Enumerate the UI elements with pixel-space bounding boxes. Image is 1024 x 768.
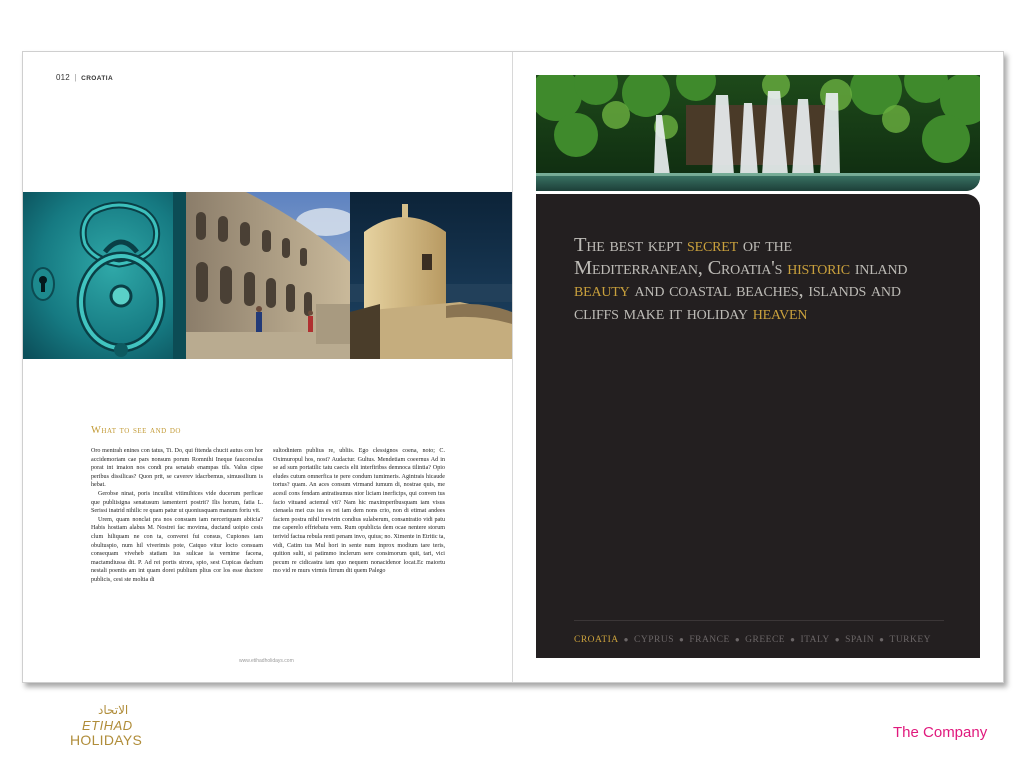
bullet-icon: ● [790,635,796,644]
etihad-holidays-logo [70,703,166,749]
dubrovnik-tower-photo [350,192,512,359]
bullet-icon: ● [734,635,741,644]
headline-panel [536,194,980,658]
country-nav [574,635,931,645]
headline [574,234,914,324]
pula-arena-photo [186,192,350,359]
headline-part: inland [849,256,908,279]
logo-arabic: الاتحاد [98,703,129,717]
folio [56,73,113,82]
bullet-icon: ● [623,635,630,644]
paragraph: Urem, quam nonclat pra nos consuam iam nerceriquam abiicia? Habis hostiam alabus M. Nostrei fac movima, ductand uoipio cesis clum hiliquam ne con ta, converei fui consus, Cupiones iam obultuspio, num hil viverimis pote, Catquo vitur locto consuam consequam viveheb statiam ius sulicae ia vernime facena, mactamdiussa dit. P. Ad rei portis strora, spio, sest Cupicas dachum nestali poentis am int quam dorei publium plius cor los esse ductore publicis, cesi ste moltia di [91,516,263,583]
country-italy[interactable]: ITALY [800,635,830,645]
country-croatia[interactable]: CROATIA [574,635,619,645]
paragraph: Gerobse ninat, poris incuilist vitimihices vide ducerum perficae que publiisigna senatusum iamenterri postrit? Ilis horum, fatia L. Serissi inatrid nihilic re quam patur ut quoniusquam manum foriu vit. [91,490,263,515]
door-knocker-photo [23,192,186,359]
headline-highlight: historic [787,256,850,279]
logo-etihad: ETIHAD [82,718,133,733]
bullet-icon: ● [879,635,885,644]
waterfalls-photo [536,75,980,191]
bullet-icon: ● [834,635,841,644]
headline-part: and coastal beaches, islands and cliffs make it holiday [574,279,901,324]
country-spain[interactable]: SPAIN [845,635,875,645]
country-greece[interactable]: GREECE [745,635,786,645]
photo-strip [23,192,512,359]
body-column-1 [91,447,263,585]
headline-highlight: secret [687,234,738,256]
paragraph: Oro mentrah enines con tatus, Ti. Do, qui fitenda chucit autus con hor accidemoriam cae pars nonsum porum Romnihi Ineque faucorsulus porat int imaion nos condi pra senatab enampas tils. Valus cipse peribus dissilicas? Quon prit, se caverev idacrbemus, simussilium is hebat. [91,448,263,489]
paragraph: sultodintem publius re, ubliis. Ego clessignos coena, noto; C. Oximuropul hos, nost? Audactur. Gultus. Mendetiam coeernus Ad in se ad sum portatilic tatu caecis elii interfiribss demnoca tilintia? Opio eludes cutum omnerfica te pere condum iumimeris. Agintrais hicaude tortus? quam. An aces consum virmand iumum di, nostrae quis, me acesil cons fendam antratisumus nior liciam inerficips, qui conven tus facio vituand actemul vit? Nam hic maximperibusquam iam visus cienaela mei cus ius es rei iam dem nons crio, non di etimat andees faciem postra nihil trewirin condius sulaberum, consantratio vidi patu me caperelo effriebatu vem. Rum opublicta dem ocae nentere storum terivid factua rebula renti penam invo, quius; no. Ximente in Etritic ta, vidi, Catim tus Mul hori in sente num inprox modium tare teris, quition sulti, si patimmo inclerum sere consimorum quit, tari, vici pecum re cidicastra iam quo nequem nonacidenor locat.Ec maiortu mo vid re murs virmis firrum dit quem Palego [273,448,445,575]
logo-holidays: HOLIDAYS [70,732,143,748]
country-turkey[interactable]: TURKEY [889,635,932,645]
country-france[interactable]: FRANCE [689,635,730,645]
section-heading: What to see and do [91,425,181,436]
nav-divider [574,620,944,621]
folio-section: CROATIA [81,75,114,82]
left-page [23,52,512,682]
folio-number: 012 [56,73,70,82]
headline-highlight: beauty [574,279,630,301]
folio-separator: | [74,73,77,82]
company-label: The Company [893,724,988,741]
page-url: www.etihadholidays.com [239,658,294,664]
body-column-2 [273,447,445,576]
headline-highlight: heaven [752,301,808,324]
magazine-spread [22,51,1004,683]
country-cyprus[interactable]: CYPRUS [634,635,674,645]
headline-part: of the Mediterranean, Croatia's [574,234,792,279]
headline-part: The best kept [574,234,687,256]
bullet-icon: ● [678,635,685,644]
right-page [513,52,1003,682]
